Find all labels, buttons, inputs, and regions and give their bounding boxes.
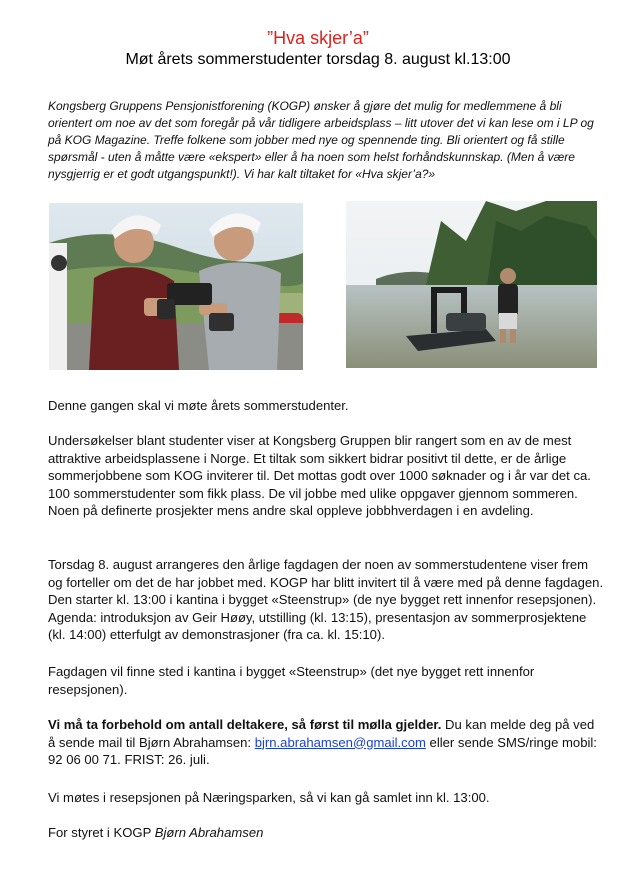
registration-text-a: Du kan melde deg på ved å sende mail til Bjørn Abrahamsen: <box>48 717 595 750</box>
email-link[interactable]: bjrn.abrahamsen@gmail.com <box>254 734 426 750</box>
paragraph-meeting-point: Vi møtes i resepsjonen på Næringsparken, så vi kan gå samlet inn kl. 13:00. <box>48 790 490 805</box>
document-title: ”Hva skjer’a” <box>267 28 369 48</box>
photo-students-drone <box>49 203 303 370</box>
photo-boat-lake <box>346 201 597 368</box>
signature-name: Bjørn Abrahamsen <box>154 825 264 840</box>
registration-text-b: eller sende SMS/ringe mobil: 92 06 00 71. FRIST: 26. juli. <box>48 734 597 768</box>
paragraph-summer-students: Denne gangen skal vi møte årets sommerstudenter. <box>48 398 349 413</box>
paragraph-agenda: Torsdag 8. august arrangeres den årlige fagdagen der noen av sommerstudentene viser frem og forteller om det de har jobbet med. KOGP har blitt invitert til å være med på denne fagdagen. Den starter kl. 13:00 i kantina i bygget «Steenstrup» (de nye bygget rett innenfor resepsjonen). Agenda: introduksjon av Geir Høøy, utstilling (kl. 13:15), presentasjon av sommerprosjektene (kl. 14:00) etterfulgt av demonstrasjoner (fra ca. kl. 15:10). <box>48 557 604 643</box>
registration-notice: Vi må ta forbehold om antall deltakere, så først til mølla gjelder. <box>48 717 442 732</box>
paragraph-location: Fagdagen vil finne sted i kantina i bygget «Steenstrup» (det nye bygget rett innenfor resepsjonen). <box>48 664 535 697</box>
paragraph-registration <box>48 716 604 769</box>
signature-prefix: For styret i KOGP <box>48 825 155 840</box>
intro-paragraph: Kongsberg Gruppens Pensjonistforening (KOGP) ønsker å gjøre det mulig for medlemmene å bli orientert om noe av det som foregår på vår tidligere arbeidsplass – litt utover det vi kan lese om i LP og på KOG Magazine. Treffe folkene som jobber med nye og spennende ting. Bli orientert og få stille spørsmål - uten å måtte være «ekspert» eller å ha noen som helst forhåndskunnskap. (Men å være nysgjerrig er et godt utgangspunkt!). Vi har kalt tiltaket for «Hva skjer’a?» <box>48 99 594 181</box>
paragraph-survey: Undersøkelser blant studenter viser at Kongsberg Gruppen blir rangert som en av de mest attraktive arbeidsplassene i Norge. Et tiltak som sikkert bidrar positivt til dette, er de årlige sommerjobbene som KOG inviterer til. Det mottas godt over 1000 søknader og i år var det ca. 100 sommerstudenter som fikk plass. De vil jobbe med ulike oppgaver gjennom sommeren. Noen på definerte prosjekter mens andre skal oppleve jobbhverdagen i en avdeling. <box>48 433 591 519</box>
document-subtitle: Møt årets sommerstudenter torsdag 8. august kl.13:00 <box>125 51 511 68</box>
signature-line <box>48 824 604 842</box>
